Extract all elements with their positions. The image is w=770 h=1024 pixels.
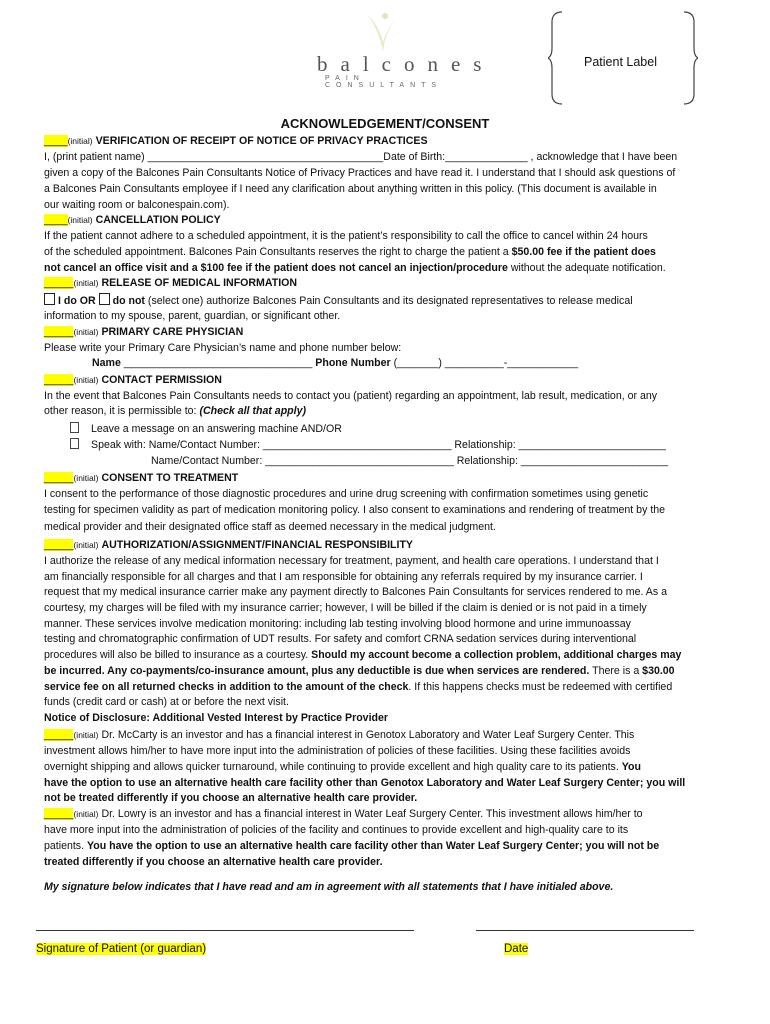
financial-line-9a: service fee on all returned checks in addition to the amount of the check	[44, 681, 409, 693]
initial-label: (initial)	[73, 809, 99, 819]
contact-option-2-label: Speak with: Name/Contact Number: ________________________________ Relationship: _________________________	[91, 439, 666, 451]
mccarty-line-1	[44, 728, 740, 743]
i-do-checkbox[interactable]	[44, 293, 55, 305]
pcp-name-label: Name	[92, 357, 124, 369]
financial-line-7b: Should my account become a collection problem, additional charges may	[311, 649, 682, 661]
financial-line-3: request that my medical insurance carrier make any payment directly to Balcones Pain Consultants for services rendered to me. As a	[44, 586, 667, 598]
mccarty-line-2: investment allows him/her to have more input into the administration of policies of these facilities. Using these facilities avoids	[44, 745, 631, 757]
cancel-fee-text-2: not cancel an office visit and a $100 fee if the patient does not cancel an injection/procedure	[44, 262, 508, 274]
treatment-heading: CONSENT TO TREATMENT	[101, 472, 239, 484]
mccarty-line-4: have the option to use an alternative health care facility other than Genotox Laboratory and Water Leaf Surgery Center; you will	[44, 777, 686, 789]
pcp-phone-label: Phone Number	[315, 357, 391, 369]
mccarty-line-5: not be treated differently if you choose an alternative health care provider.	[44, 792, 418, 804]
logo-figure-icon	[363, 12, 403, 54]
mccarty-initial-blank[interactable]: _____	[44, 729, 74, 741]
initial-label: (initial)	[67, 136, 93, 146]
treatment-line-3: medical provider and their designated office staff as deemed necessary in the medical judgment.	[44, 521, 496, 533]
contact-initial-blank[interactable]: _____	[44, 374, 74, 386]
i-do-label: I do OR	[58, 295, 99, 307]
lowry-text-3a: patients.	[44, 840, 87, 852]
pcp-heading-line	[44, 325, 740, 340]
date-signature-line[interactable]	[476, 930, 694, 931]
financial-line-8b: There is a	[589, 665, 643, 677]
contact-line-1: In the event that Balcones Pain Consultants needs to contact you (patient) regarding an appointment, lab result, medication, or any	[44, 390, 658, 402]
financial-line-4: courtesy, my charges will be filed with my insurance carrier; however, I will be billed if the claim is denied or is not paid in a timely	[44, 602, 647, 614]
date-label: Date	[504, 943, 529, 955]
cancel-fee-text: $50.00 fee if the patient does	[511, 246, 656, 258]
speak-with-checkbox[interactable]	[70, 438, 79, 449]
pcp-name-phone-line	[92, 356, 740, 371]
financial-line-8a: be incurred. Any co-payments/co-insurance amount, plus any deductible is due when services are rendered.	[44, 665, 590, 677]
patient-signature-line[interactable]	[36, 930, 414, 931]
contact-option-2	[70, 438, 740, 453]
initial-label: (initial)	[73, 375, 99, 385]
lowry-line-4: treated differently if you choose an alternative health care provider.	[44, 856, 383, 868]
cancel-heading-line	[44, 213, 740, 228]
treatment-line-1: I consent to the performance of those diagnostic procedures and urine drug screening with confirmation sometimes using genetic	[44, 488, 649, 500]
contact-line-2	[44, 404, 740, 419]
release-initial-blank[interactable]: _____	[44, 277, 74, 289]
release-heading-line	[44, 276, 740, 291]
contact-option-1	[70, 422, 740, 437]
answering-machine-checkbox[interactable]	[70, 422, 79, 433]
initial-label: (initial)	[73, 278, 99, 288]
initial-label: (initial)	[73, 327, 99, 337]
cancel-heading: CANCELLATION POLICY	[95, 214, 221, 226]
patient-signature-label: Signature of Patient (or guardian)	[36, 943, 207, 955]
financial-line-6: testing and chromatographic confirmation of UDT results. For safety and comfort CRNA sedation services during interventional	[44, 633, 637, 645]
privacy-line-2: given a copy of the Balcones Pain Consultants Notice of Privacy Practices and have read it. I understand that I should ask questions of	[44, 167, 676, 179]
contact-option-3: Name/Contact Number: ________________________________ Relationship: _________________________	[151, 455, 669, 467]
lowry-initial-blank[interactable]: _____	[44, 808, 74, 820]
mccarty-text-3b: You	[621, 761, 641, 773]
financial-line-5: manner. These services involve medication monitoring: including lab testing involving blood hormone and urine immunoassay	[44, 618, 631, 630]
cancel-initial-blank[interactable]: ____	[44, 214, 68, 226]
page-title: ACKNOWLEDGEMENT/CONSENT	[280, 116, 490, 131]
mccarty-text-3: overnight shipping and allows quicker turnaround, while continuing to provide excellent and high quality care to its patients.	[44, 761, 622, 773]
contact-heading: CONTACT PERMISSION	[101, 374, 222, 386]
pcp-name-field[interactable]: ________________________________	[123, 357, 316, 369]
financial-line-7a: procedures will also be billed to insurance as a courtesy.	[44, 649, 312, 661]
privacy-initial-blank[interactable]: ____	[44, 135, 68, 147]
pcp-heading: PRIMARY CARE PHYSICIAN	[101, 326, 244, 338]
privacy-line-1: I, (print patient name) ________________________________________Date of Birth:______________ , acknowledge that I have been	[44, 151, 678, 163]
signature-statement: My signature below indicates that I have read and am in agreement with all statements that I have initialed above.	[44, 881, 614, 893]
patient-label-box	[548, 8, 698, 108]
cancel-line-1: If the patient cannot adhere to a scheduled appointment, it is the patient’s responsibility to call the office to cancel within 24 hours	[44, 230, 648, 242]
disclosure-heading: Notice of Disclosure: Additional Vested Interest by Practice Provider	[44, 712, 389, 724]
pcp-line-1: Please write your Primary Care Physician’s name and phone number below:	[44, 342, 402, 354]
lowry-text-1: Dr. Lowry is an investor and has a financial interest in Water Leaf Surgery Center. This investment allows him/her to	[98, 808, 643, 820]
initial-label: (initial)	[67, 215, 93, 225]
logo-subtitle: PAIN CONSULTANTS	[325, 75, 443, 89]
cancel-line-2a: of the scheduled appointment. Balcones Pain Consultants reserves the right to charge the patient a	[44, 246, 512, 258]
pcp-phone-field[interactable]: (_______) __________-____________	[390, 357, 578, 369]
cancel-line-3b: without the adequate notification.	[507, 262, 666, 274]
privacy-line-3: a Balcones Pain Consultants employee if I need any clarification about anything written in this policy. (This document is available in	[44, 183, 657, 195]
privacy-line-4: our waiting room or balconespain.com).	[44, 199, 230, 211]
lowry-line-2: have more input into the administration of policies of the facility and continues to provide excellent and high-quality care to its	[44, 824, 629, 836]
financial-line-9	[44, 680, 740, 695]
financial-line-10: funds (credit card or cash) at or before the next visit.	[44, 696, 289, 708]
cancel-line-2	[44, 245, 740, 260]
contact-option-1-label: Leave a message on an answering machine AND/OR	[91, 423, 342, 435]
do-not-label: do not	[112, 295, 145, 307]
balcones-logo	[305, 12, 495, 89]
do-not-checkbox[interactable]	[99, 293, 110, 305]
logo-wordmark: balcones	[317, 52, 495, 76]
release-line-2: information to my spouse, parent, guardian, or significant other.	[44, 310, 341, 322]
check-all-note: (Check all that apply)	[199, 405, 307, 417]
financial-line-8	[44, 664, 740, 679]
cancel-line-3	[44, 261, 740, 276]
initial-label: (initial)	[73, 473, 99, 483]
financial-line-1: I authorize the release of any medical information necessary for treatment, payment, and health care operations. I understand that I	[44, 555, 659, 567]
privacy-heading-line	[44, 134, 740, 149]
release-line-1	[44, 293, 740, 309]
treatment-line-2: testing for specimen validity as part of medication monitoring policy. I also consent to examinations and rendering of treatment by the	[44, 504, 666, 516]
financial-line-9b: . If this happens checks must be redeemed with certified	[408, 681, 673, 693]
treatment-initial-blank[interactable]: _____	[44, 472, 74, 484]
contact-heading-line	[44, 373, 740, 388]
contact-line-2a: other reason, it is permissible to:	[44, 405, 200, 417]
mccarty-text-1: Dr. McCarty is an investor and has a financial interest in Genotox Laboratory and Water Leaf Surgery Center. This	[98, 729, 635, 741]
financial-heading-line	[44, 538, 740, 553]
pcp-initial-blank[interactable]: _____	[44, 326, 74, 338]
financial-heading: AUTHORIZATION/ASSIGNMENT/FINANCIAL RESPONSIBILITY	[101, 539, 413, 551]
financial-initial-blank[interactable]: _____	[44, 539, 74, 551]
release-heading: RELEASE OF MEDICAL INFORMATION	[101, 277, 298, 289]
initial-label: (initial)	[73, 540, 99, 550]
release-line-1-rest: (select one) authorize Balcones Pain Consultants and its designated representatives to release medical	[144, 295, 633, 307]
treatment-heading-line	[44, 471, 740, 486]
lowry-text-3b: You have the option to use an alternative health care facility other than Water Leaf Surgery Center; you will not be	[87, 840, 660, 852]
initial-label: (initial)	[73, 730, 99, 740]
financial-line-2: am financially responsible for all charges and that I am responsible for obtaining any referrals required by my insurance carrier. I	[44, 571, 643, 583]
financial-line-7	[44, 648, 740, 663]
lowry-line-1	[44, 807, 740, 822]
lowry-line-3	[44, 839, 740, 854]
patient-label-text: Patient Label	[584, 55, 657, 69]
financial-line-8c: $30.00	[642, 665, 675, 677]
privacy-heading: VERIFICATION OF RECEIPT OF NOTICE OF PRIVACY PRACTICES	[95, 135, 428, 147]
mccarty-line-3	[44, 760, 740, 775]
